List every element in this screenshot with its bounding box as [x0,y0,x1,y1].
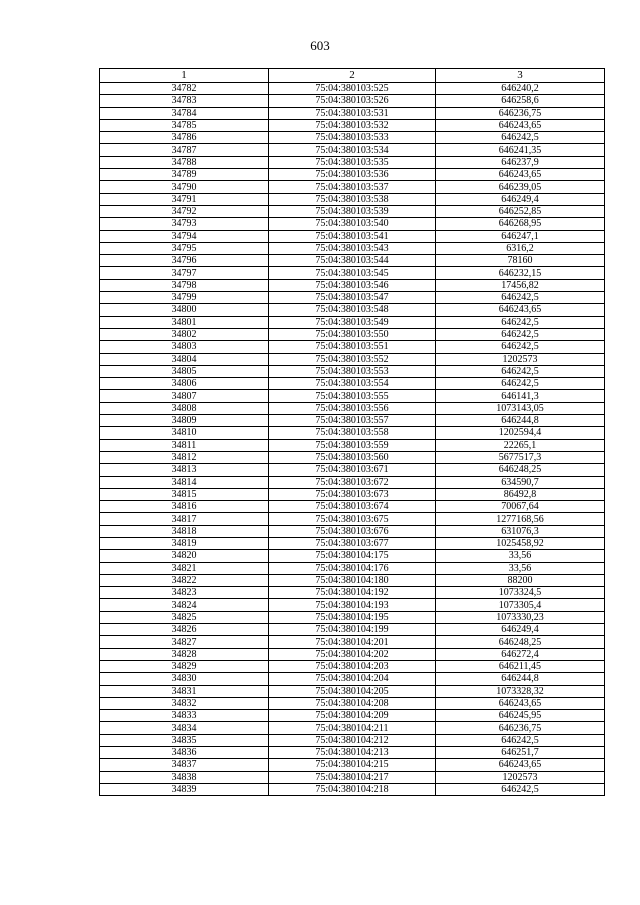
row-number-cell: 34782 [100,83,269,95]
cadastral-number-cell: 75:04:380103:559 [269,439,436,451]
table-row [100,501,605,513]
row-number-cell: 34838 [100,771,269,783]
cadastral-number-cell: 75:04:380103:675 [269,513,436,525]
column-header-3: 3 [436,69,605,83]
cadastral-number-cell: 75:04:380103:550 [269,328,436,340]
row-number-cell: 34817 [100,513,269,525]
value-cell: 646244,8 [436,415,605,427]
row-number-cell: 34794 [100,230,269,242]
cadastral-number-cell: 75:04:380103:549 [269,316,436,328]
row-number-cell: 34826 [100,624,269,636]
row-number-cell: 34783 [100,95,269,107]
row-number-cell: 34814 [100,476,269,488]
table-row [100,464,605,476]
cadastral-number-cell: 75:04:380104:215 [269,759,436,771]
table-row [100,525,605,537]
table-row [100,119,605,131]
table-row [100,476,605,488]
cadastral-number-cell: 75:04:380103:540 [269,218,436,230]
table-row [100,304,605,316]
table-row [100,771,605,783]
table-row [100,759,605,771]
cadastral-number-cell: 75:04:380104:193 [269,599,436,611]
value-cell: 1025458,92 [436,537,605,549]
row-number-cell: 34803 [100,341,269,353]
value-cell: 78160 [436,255,605,267]
table-row [100,316,605,328]
table-row [100,722,605,734]
row-number-cell: 34791 [100,193,269,205]
table-row [100,660,605,672]
row-number-cell: 34789 [100,169,269,181]
table-row [100,255,605,267]
cadastral-number-cell: 75:04:380103:534 [269,144,436,156]
value-cell: 646243,65 [436,169,605,181]
column-header-2: 2 [269,69,436,83]
table-row [100,673,605,685]
cadastral-number-cell: 75:04:380104:208 [269,697,436,709]
value-cell: 1202573 [436,771,605,783]
value-cell: 646243,65 [436,759,605,771]
table-row [100,415,605,427]
table-row [100,439,605,451]
value-cell: 646232,15 [436,267,605,279]
row-number-cell: 34821 [100,562,269,574]
value-cell: 646242,5 [436,341,605,353]
cadastral-number-cell: 75:04:380103:539 [269,205,436,217]
cadastral-number-cell: 75:04:380103:535 [269,156,436,168]
table-row [100,156,605,168]
cadastral-number-cell: 75:04:380103:531 [269,107,436,119]
cadastral-number-cell: 75:04:380103:538 [269,193,436,205]
value-cell: 646243,65 [436,119,605,131]
table-row [100,402,605,414]
value-cell: 646237,9 [436,156,605,168]
cadastral-number-cell: 75:04:380103:554 [269,378,436,390]
cadastral-number-cell: 75:04:380103:544 [269,255,436,267]
cadastral-number-cell: 75:04:380103:541 [269,230,436,242]
row-number-cell: 34804 [100,353,269,365]
cadastral-number-cell: 75:04:380104:203 [269,660,436,672]
cadastral-number-cell: 75:04:380103:557 [269,415,436,427]
row-number-cell: 34797 [100,267,269,279]
value-cell: 5677517,3 [436,451,605,463]
row-number-cell: 34824 [100,599,269,611]
table-row [100,292,605,304]
cadastral-number-cell: 75:04:380103:560 [269,451,436,463]
row-number-cell: 34830 [100,673,269,685]
data-table [99,68,605,796]
table-row [100,95,605,107]
table-row [100,710,605,722]
value-cell: 634590,7 [436,476,605,488]
table-row [100,685,605,697]
cadastral-number-cell: 75:04:380103:532 [269,119,436,131]
cadastral-number-cell: 75:04:380103:543 [269,242,436,254]
table-row [100,574,605,586]
value-cell: 1202573 [436,353,605,365]
row-number-cell: 34802 [100,328,269,340]
value-cell: 33,56 [436,562,605,574]
value-cell: 1073305,4 [436,599,605,611]
table-row [100,624,605,636]
table-row [100,341,605,353]
table-row [100,390,605,402]
cadastral-number-cell: 75:04:380104:212 [269,734,436,746]
value-cell: 646249,4 [436,193,605,205]
cadastral-number-cell: 75:04:380103:556 [269,402,436,414]
row-number-cell: 34811 [100,439,269,451]
row-number-cell: 34829 [100,660,269,672]
row-number-cell: 34795 [100,242,269,254]
value-cell: 646242,5 [436,783,605,795]
cadastral-number-cell: 75:04:380104:180 [269,574,436,586]
row-number-cell: 34832 [100,697,269,709]
row-number-cell: 34788 [100,156,269,168]
row-number-cell: 34806 [100,378,269,390]
value-cell: 646240,2 [436,83,605,95]
row-number-cell: 34793 [100,218,269,230]
value-cell: 646245,95 [436,710,605,722]
cadastral-number-cell: 75:04:380104:199 [269,624,436,636]
row-number-cell: 34831 [100,685,269,697]
row-number-cell: 34801 [100,316,269,328]
cadastral-number-cell: 75:04:380104:217 [269,771,436,783]
row-number-cell: 34816 [100,501,269,513]
value-cell: 646141,3 [436,390,605,402]
value-cell: 33,56 [436,550,605,562]
table-row [100,562,605,574]
table-row [100,279,605,291]
table-row [100,83,605,95]
table-row [100,193,605,205]
value-cell: 631076,3 [436,525,605,537]
table-row [100,267,605,279]
cadastral-number-cell: 75:04:380103:551 [269,341,436,353]
row-number-cell: 34792 [100,205,269,217]
cadastral-number-cell: 75:04:380103:555 [269,390,436,402]
table-row [100,218,605,230]
table-row [100,587,605,599]
cadastral-number-cell: 75:04:380104:211 [269,722,436,734]
value-cell: 1073324,5 [436,587,605,599]
row-number-cell: 34822 [100,574,269,586]
cadastral-number-cell: 75:04:380103:536 [269,169,436,181]
cadastral-number-cell: 75:04:380104:201 [269,636,436,648]
table-row [100,783,605,795]
cadastral-number-cell: 75:04:380104:209 [269,710,436,722]
cadastral-number-cell: 75:04:380104:218 [269,783,436,795]
value-cell: 646272,4 [436,648,605,660]
page-number: 603 [310,38,330,53]
row-number-cell: 34786 [100,132,269,144]
table-row [100,697,605,709]
cadastral-number-cell: 75:04:380103:671 [269,464,436,476]
cadastral-number-cell: 75:04:380104:205 [269,685,436,697]
row-number-cell: 34785 [100,119,269,131]
cadastral-number-cell: 75:04:380103:552 [269,353,436,365]
cadastral-number-cell: 75:04:380104:202 [269,648,436,660]
table-row [100,169,605,181]
table-row [100,365,605,377]
row-number-cell: 34823 [100,587,269,599]
cadastral-number-cell: 75:04:380103:546 [269,279,436,291]
value-cell: 1073143,05 [436,402,605,414]
table-row [100,550,605,562]
row-number-cell: 34835 [100,734,269,746]
table-row [100,747,605,759]
cadastral-number-cell: 75:04:380103:677 [269,537,436,549]
row-number-cell: 34827 [100,636,269,648]
value-cell: 70067,64 [436,501,605,513]
value-cell: 1073328,32 [436,685,605,697]
table-row [100,242,605,254]
row-number-cell: 34796 [100,255,269,267]
value-cell: 646236,75 [436,107,605,119]
row-number-cell: 34836 [100,747,269,759]
cadastral-number-cell: 75:04:380103:548 [269,304,436,316]
table-row [100,144,605,156]
value-cell: 646211,45 [436,660,605,672]
row-number-cell: 34818 [100,525,269,537]
row-number-cell: 34819 [100,537,269,549]
table-row [100,537,605,549]
table-row [100,636,605,648]
value-cell: 646268,95 [436,218,605,230]
row-number-cell: 34787 [100,144,269,156]
table-row [100,427,605,439]
table-row [100,132,605,144]
row-number-cell: 34812 [100,451,269,463]
row-number-cell: 34825 [100,611,269,623]
value-cell: 1073330,23 [436,611,605,623]
table-row [100,451,605,463]
cadastral-number-cell: 75:04:380104:204 [269,673,436,685]
cadastral-number-cell: 75:04:380103:545 [269,267,436,279]
row-number-cell: 34837 [100,759,269,771]
table-row [100,513,605,525]
value-cell: 1277168,56 [436,513,605,525]
value-cell: 646242,5 [436,292,605,304]
table-row [100,107,605,119]
value-cell: 646242,5 [436,132,605,144]
cadastral-number-cell: 75:04:380103:553 [269,365,436,377]
cadastral-number-cell: 75:04:380103:537 [269,181,436,193]
cadastral-number-cell: 75:04:380103:525 [269,83,436,95]
table-row [100,328,605,340]
cadastral-number-cell: 75:04:380103:673 [269,488,436,500]
value-cell: 646242,5 [436,365,605,377]
value-cell: 646258,6 [436,95,605,107]
value-cell: 646241,35 [436,144,605,156]
row-number-cell: 34807 [100,390,269,402]
cadastral-number-cell: 75:04:380104:213 [269,747,436,759]
column-header-1: 1 [100,69,269,83]
table-row [100,488,605,500]
table-row [100,353,605,365]
cadastral-number-cell: 75:04:380103:526 [269,95,436,107]
table-body [100,83,605,796]
value-cell: 646247,1 [436,230,605,242]
row-number-cell: 34800 [100,304,269,316]
value-cell: 646236,75 [436,722,605,734]
table-row [100,599,605,611]
value-cell: 6316,2 [436,242,605,254]
value-cell: 22265,1 [436,439,605,451]
value-cell: 646251,7 [436,747,605,759]
table-row [100,734,605,746]
value-cell: 646242,5 [436,316,605,328]
value-cell: 646248,25 [436,636,605,648]
row-number-cell: 34833 [100,710,269,722]
row-number-cell: 34784 [100,107,269,119]
cadastral-number-cell: 75:04:380104:175 [269,550,436,562]
row-number-cell: 34798 [100,279,269,291]
value-cell: 646242,5 [436,378,605,390]
row-number-cell: 34813 [100,464,269,476]
row-number-cell: 34810 [100,427,269,439]
cadastral-number-cell: 75:04:380103:558 [269,427,436,439]
value-cell: 646252,85 [436,205,605,217]
cadastral-number-cell: 75:04:380103:676 [269,525,436,537]
value-cell: 646242,5 [436,734,605,746]
table-row [100,181,605,193]
row-number-cell: 34834 [100,722,269,734]
cadastral-number-cell: 75:04:380103:674 [269,501,436,513]
value-cell: 646249,4 [436,624,605,636]
cadastral-number-cell: 75:04:380104:176 [269,562,436,574]
row-number-cell: 34799 [100,292,269,304]
row-number-cell: 34809 [100,415,269,427]
row-number-cell: 34839 [100,783,269,795]
row-number-cell: 34805 [100,365,269,377]
cadastral-number-cell: 75:04:380103:672 [269,476,436,488]
value-cell: 646248,25 [436,464,605,476]
row-number-cell: 34820 [100,550,269,562]
value-cell: 86492,8 [436,488,605,500]
table-row [100,611,605,623]
row-number-cell: 34828 [100,648,269,660]
table-row [100,205,605,217]
table-row [100,230,605,242]
row-number-cell: 34790 [100,181,269,193]
cadastral-number-cell: 75:04:380103:533 [269,132,436,144]
table-row [100,648,605,660]
table-row [100,378,605,390]
value-cell: 646244,8 [436,673,605,685]
table-header-row [100,69,605,83]
row-number-cell: 34808 [100,402,269,414]
value-cell: 646242,5 [436,328,605,340]
row-number-cell: 34815 [100,488,269,500]
cadastral-number-cell: 75:04:380103:547 [269,292,436,304]
value-cell: 88200 [436,574,605,586]
value-cell: 646243,65 [436,697,605,709]
value-cell: 1202594,4 [436,427,605,439]
value-cell: 646239,05 [436,181,605,193]
value-cell: 17456,82 [436,279,605,291]
cadastral-number-cell: 75:04:380104:195 [269,611,436,623]
cadastral-number-cell: 75:04:380104:192 [269,587,436,599]
value-cell: 646243,65 [436,304,605,316]
